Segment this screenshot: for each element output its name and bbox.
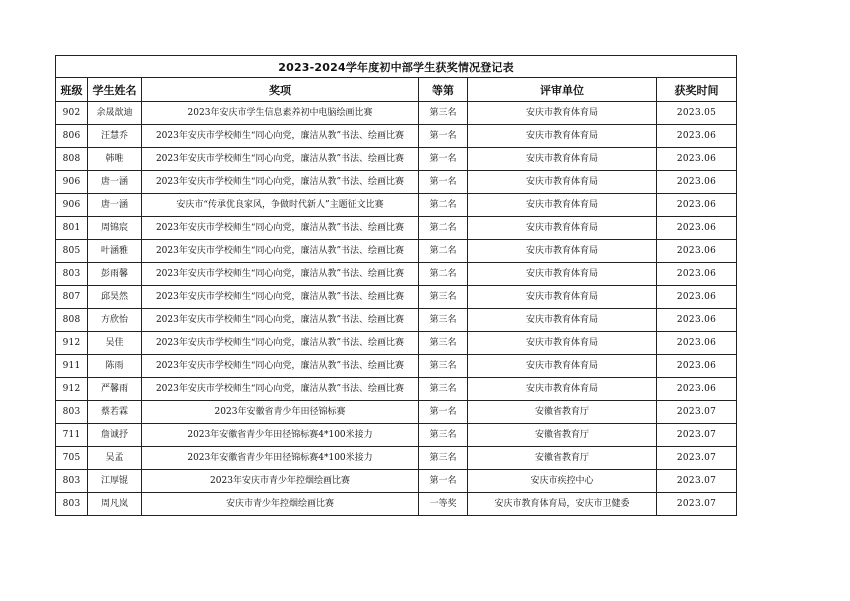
cell-student-name: 吴佳 bbox=[88, 332, 142, 355]
cell-award: 2023年安徽省青少年田径锦标赛4*100米接力 bbox=[142, 424, 419, 447]
cell-award: 2023年安徽省青少年田径锦标赛4*100米接力 bbox=[142, 447, 419, 470]
cell-judging-unit: 安庆市教育体育局 bbox=[468, 125, 657, 148]
cell-grade: 第二名 bbox=[419, 194, 468, 217]
cell-judging-unit: 安庆市教育体育局 bbox=[468, 286, 657, 309]
cell-student-name: 江厚锟 bbox=[88, 470, 142, 493]
cell-student-name: 蔡若霖 bbox=[88, 401, 142, 424]
column-header-award: 奖项 bbox=[142, 78, 419, 102]
cell-grade: 第二名 bbox=[419, 240, 468, 263]
table-title: 2023-2024学年度初中部学生获奖情况登记表 bbox=[56, 56, 737, 78]
table-row bbox=[56, 493, 737, 516]
cell-class: 711 bbox=[56, 424, 88, 447]
cell-student-name: 周凡岚 bbox=[88, 493, 142, 516]
table-row bbox=[56, 355, 737, 378]
cell-award: 2023年安庆市学校师生“同心向党，廉洁从教”书法、绘画比赛 bbox=[142, 332, 419, 355]
cell-award: 2023年安庆市青少年控烟绘画比赛 bbox=[142, 470, 419, 493]
cell-award: 2023年安庆市学校师生“同心向党，廉洁从教”书法、绘画比赛 bbox=[142, 309, 419, 332]
cell-award-time: 2023.06 bbox=[657, 217, 737, 240]
cell-class: 912 bbox=[56, 378, 88, 401]
cell-grade: 第三名 bbox=[419, 102, 468, 125]
cell-award-time: 2023.06 bbox=[657, 332, 737, 355]
cell-class: 801 bbox=[56, 217, 88, 240]
cell-class: 806 bbox=[56, 125, 88, 148]
cell-award: 2023年安徽省青少年田径锦标赛 bbox=[142, 401, 419, 424]
cell-award-time: 2023.06 bbox=[657, 148, 737, 171]
cell-award: 2023年安庆市学生信息素养初中电脑绘画比赛 bbox=[142, 102, 419, 125]
cell-award: 2023年安庆市学校师生“同心向党，廉洁从教”书法、绘画比赛 bbox=[142, 217, 419, 240]
cell-judging-unit: 安庆市教育体育局 bbox=[468, 240, 657, 263]
cell-class: 902 bbox=[56, 102, 88, 125]
table-row bbox=[56, 194, 737, 217]
cell-grade: 一等奖 bbox=[419, 493, 468, 516]
cell-class: 808 bbox=[56, 309, 88, 332]
column-header-award-time: 获奖时间 bbox=[657, 78, 737, 102]
table-row bbox=[56, 447, 737, 470]
cell-judging-unit: 安庆市教育体育局 bbox=[468, 355, 657, 378]
cell-grade: 第一名 bbox=[419, 148, 468, 171]
cell-class: 803 bbox=[56, 470, 88, 493]
table-row bbox=[56, 263, 737, 286]
column-header-judging-unit: 评审单位 bbox=[468, 78, 657, 102]
cell-student-name: 叶涵雅 bbox=[88, 240, 142, 263]
cell-judging-unit: 安庆市教育体育局 bbox=[468, 332, 657, 355]
cell-grade: 第一名 bbox=[419, 171, 468, 194]
cell-award: 2023年安庆市学校师生“同心向党，廉洁从教”书法、绘画比赛 bbox=[142, 263, 419, 286]
cell-award-time: 2023.07 bbox=[657, 447, 737, 470]
cell-class: 906 bbox=[56, 171, 88, 194]
table-row bbox=[56, 332, 737, 355]
table-row bbox=[56, 470, 737, 493]
cell-award-time: 2023.07 bbox=[657, 493, 737, 516]
cell-award: 2023年安庆市学校师生“同心向党，廉洁从教”书法、绘画比赛 bbox=[142, 171, 419, 194]
cell-student-name: 彭雨馨 bbox=[88, 263, 142, 286]
cell-grade: 第三名 bbox=[419, 378, 468, 401]
cell-judging-unit: 安庆市教育体育局 bbox=[468, 102, 657, 125]
cell-judging-unit: 安徽省教育厅 bbox=[468, 447, 657, 470]
cell-award: 2023年安庆市学校师生“同心向党，廉洁从教”书法、绘画比赛 bbox=[142, 148, 419, 171]
cell-student-name: 唐一涵 bbox=[88, 194, 142, 217]
table-row bbox=[56, 125, 737, 148]
cell-award-time: 2023.06 bbox=[657, 378, 737, 401]
cell-award: 2023年安庆市学校师生“同心向党，廉洁从教”书法、绘画比赛 bbox=[142, 378, 419, 401]
cell-grade: 第一名 bbox=[419, 470, 468, 493]
cell-class: 808 bbox=[56, 148, 88, 171]
cell-grade: 第一名 bbox=[419, 401, 468, 424]
cell-judging-unit: 安庆市教育体育局 bbox=[468, 309, 657, 332]
cell-award-time: 2023.07 bbox=[657, 470, 737, 493]
column-header-class: 班级 bbox=[56, 78, 88, 102]
cell-student-name: 汪慧乔 bbox=[88, 125, 142, 148]
cell-class: 803 bbox=[56, 493, 88, 516]
cell-award-time: 2023.06 bbox=[657, 171, 737, 194]
cell-student-name: 吴孟 bbox=[88, 447, 142, 470]
cell-grade: 第一名 bbox=[419, 125, 468, 148]
cell-judging-unit: 安庆市教育体育局 bbox=[468, 263, 657, 286]
cell-award: 2023年安庆市学校师生“同心向党，廉洁从教”书法、绘画比赛 bbox=[142, 286, 419, 309]
cell-award-time: 2023.06 bbox=[657, 240, 737, 263]
award-register-sheet bbox=[55, 55, 736, 516]
cell-judging-unit: 安庆市教育体育局 bbox=[468, 378, 657, 401]
cell-class: 807 bbox=[56, 286, 88, 309]
cell-class: 912 bbox=[56, 332, 88, 355]
cell-student-name: 余晟歆迪 bbox=[88, 102, 142, 125]
cell-award: 2023年安庆市学校师生“同心向党，廉洁从教”书法、绘画比赛 bbox=[142, 240, 419, 263]
cell-student-name: 詹诚抒 bbox=[88, 424, 142, 447]
column-header-student-name: 学生姓名 bbox=[88, 78, 142, 102]
cell-grade: 第二名 bbox=[419, 263, 468, 286]
table-row bbox=[56, 286, 737, 309]
cell-award: 2023年安庆市学校师生“同心向党，廉洁从教”书法、绘画比赛 bbox=[142, 125, 419, 148]
cell-grade: 第二名 bbox=[419, 217, 468, 240]
column-header-grade: 等第 bbox=[419, 78, 468, 102]
cell-judging-unit: 安庆市教育体育局，安庆市卫健委 bbox=[468, 493, 657, 516]
table-row bbox=[56, 171, 737, 194]
cell-award-time: 2023.06 bbox=[657, 125, 737, 148]
table-row bbox=[56, 148, 737, 171]
cell-judging-unit: 安徽省教育厅 bbox=[468, 401, 657, 424]
cell-student-name: 邱昊然 bbox=[88, 286, 142, 309]
table-row bbox=[56, 378, 737, 401]
cell-award-time: 2023.06 bbox=[657, 194, 737, 217]
table-row bbox=[56, 401, 737, 424]
cell-judging-unit: 安庆市教育体育局 bbox=[468, 217, 657, 240]
cell-award: 安庆市“传承优良家风，争做时代新人”主题征文比赛 bbox=[142, 194, 419, 217]
cell-grade: 第三名 bbox=[419, 447, 468, 470]
cell-class: 805 bbox=[56, 240, 88, 263]
cell-judging-unit: 安庆市教育体育局 bbox=[468, 194, 657, 217]
cell-class: 803 bbox=[56, 263, 88, 286]
cell-award: 安庆市青少年控烟绘画比赛 bbox=[142, 493, 419, 516]
cell-award: 2023年安庆市学校师生“同心向党，廉洁从教”书法、绘画比赛 bbox=[142, 355, 419, 378]
cell-student-name: 方欣怡 bbox=[88, 309, 142, 332]
cell-award-time: 2023.06 bbox=[657, 355, 737, 378]
table-row bbox=[56, 424, 737, 447]
cell-judging-unit: 安徽省教育厅 bbox=[468, 424, 657, 447]
cell-award-time: 2023.07 bbox=[657, 424, 737, 447]
table-body bbox=[56, 102, 737, 516]
cell-judging-unit: 安庆市疾控中心 bbox=[468, 470, 657, 493]
table-row bbox=[56, 217, 737, 240]
cell-student-name: 韩唯 bbox=[88, 148, 142, 171]
table-row bbox=[56, 309, 737, 332]
table-row bbox=[56, 102, 737, 125]
award-register-table bbox=[55, 55, 737, 516]
cell-judging-unit: 安庆市教育体育局 bbox=[468, 148, 657, 171]
cell-award-time: 2023.06 bbox=[657, 309, 737, 332]
cell-class: 705 bbox=[56, 447, 88, 470]
table-row bbox=[56, 240, 737, 263]
cell-grade: 第三名 bbox=[419, 355, 468, 378]
cell-grade: 第三名 bbox=[419, 424, 468, 447]
cell-award-time: 2023.05 bbox=[657, 102, 737, 125]
cell-award-time: 2023.06 bbox=[657, 263, 737, 286]
cell-class: 911 bbox=[56, 355, 88, 378]
cell-award-time: 2023.06 bbox=[657, 286, 737, 309]
header-row bbox=[56, 78, 737, 102]
cell-student-name: 陈雨 bbox=[88, 355, 142, 378]
cell-student-name: 周锦宸 bbox=[88, 217, 142, 240]
cell-student-name: 严馨雨 bbox=[88, 378, 142, 401]
cell-judging-unit: 安庆市教育体育局 bbox=[468, 171, 657, 194]
cell-grade: 第三名 bbox=[419, 309, 468, 332]
cell-grade: 第三名 bbox=[419, 286, 468, 309]
cell-class: 906 bbox=[56, 194, 88, 217]
cell-award-time: 2023.07 bbox=[657, 401, 737, 424]
cell-class: 803 bbox=[56, 401, 88, 424]
cell-student-name: 唐一涵 bbox=[88, 171, 142, 194]
cell-grade: 第三名 bbox=[419, 332, 468, 355]
